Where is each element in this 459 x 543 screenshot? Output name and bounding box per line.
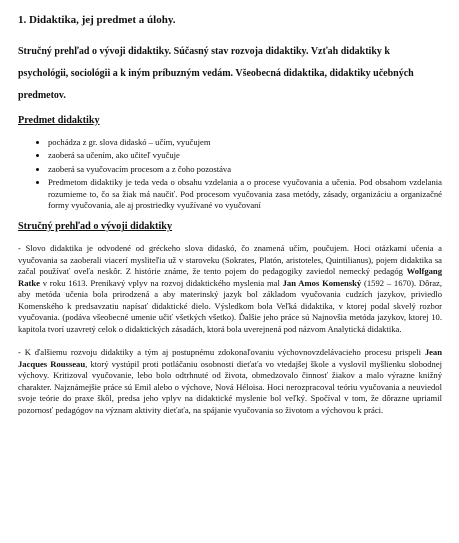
paragraph-text: v roku 1613. Prenikavý vplyv na rozvoj didaktického myslenia mal bbox=[39, 277, 283, 288]
intro-topics: Stručný prehľad o vývoji didaktiky. Súčasný stav rozvoja didaktiky. Vzťah didaktiky k psychológii, sociológii a k iným príbuzným vedám. Všeobecná didaktika, didaktiky učebných predmetov. bbox=[18, 46, 414, 101]
paragraph-text: (1592 – 1670). Dôraz, aby metóda učenia bola prirodzená a aby materinský jazyk bol základom vyučovania cudzích jazykov, priviedlo Komenského k predsavzatiu napísať didaktické dielo. Výsledkom bola Veľká didaktika, v ktorej podal skvelý rozbor vyučovania. (podáva všeobecné umenie učiť všetkých všetko). Ďalšie jeho práce sú Najnovšia metóda jazykov, ktorej 10. kapitola tvorí uzavretý celok o didaktických zásadách, ktorá bola uverejnená pod názvom Analytická didaktika. bbox=[18, 277, 443, 334]
list-item: • pochádza z gr. slova didaskó – učím, vyučujem bbox=[48, 137, 442, 148]
list-item: • zaoberá sa vyučovacím procesom a z čoho pozostáva bbox=[48, 164, 442, 175]
document-page bbox=[18, 14, 442, 428]
paragraph-text: - K ďalšiemu rozvoju didaktiky a tým aj postupnému zdokonaľovaniu výchovnovzdelávacieho procesu prispeli bbox=[18, 347, 425, 358]
list-item: • zaoberá sa učením, ako učiteľ vyučuje bbox=[48, 150, 442, 161]
bold-name-komensky: Jan Amos Komenský bbox=[282, 277, 362, 288]
paragraph-text: - Slovo didaktika je odvodené od gréckeho slova didaskó, čo znamená učím, poučujem. Hoci otázkami učenia a vyučovania sa zaoberali viacerí mysliteľia už v staroveku (Sokrates, Platón, aristoteles, Quintilianus), pojem didaktika sa začal používať oveľa neskôr. Z histórie známe, že tento pojem do pedagogiky zaviedol nemecký pedagóg bbox=[18, 243, 442, 277]
bullet-list bbox=[18, 137, 442, 211]
document-heading: 1. Didaktika, jej predmet a úlohy. bbox=[18, 14, 176, 26]
bold-name-ratke: Wolfgang Ratke bbox=[18, 266, 442, 288]
list-item: • Predmetom didaktiky je teda veda o obsahu vzdelania a o procese vyučovania a učenia. Pod obsahom vzdelania rozumieme to, čo sa žiak má naučiť. Pod procesom vyučovania zasa metódy, zásady, organizáciu a organizačné formy vyučovania, ale aj prostriedky využívané vo vyučovaní bbox=[48, 177, 442, 211]
section-title-vyvoj: Stručný prehľad o vývoji didaktiky bbox=[18, 221, 173, 233]
bold-name-rousseau: Jean Jacques Rousseau bbox=[18, 347, 442, 369]
paragraph-history bbox=[18, 243, 442, 335]
paragraph-rousseau bbox=[18, 347, 442, 416]
section-title-predmet: Predmet didaktiky bbox=[18, 115, 100, 126]
paragraph-text: , ktorý vystúpil proti potláčaniu osobnosti dieťaťa vo vtedajšej škole a vyslovil myšlienku slobodnej výchovy. Kritizoval vyučovanie, lebo bolo odtrhnuté od života, obmedzovalo činnosť žiakov a malo výrazne knižný charakter. Najznámejšie práce sú Emil alebo o výchove, Nová Héloisa. Hoci nerozpracoval teóriu vyučovania a neuviedol svoje teórie do praxe škôl, predsa jeho vplyv na didaktické myslenie bol veľký. Spočíval v tom, že dôrazne upriamil pozornosť pedagógov na význam aktivity dieťaťa, na spájanie vyučovania so životom a výchovou k práci. bbox=[18, 358, 442, 415]
